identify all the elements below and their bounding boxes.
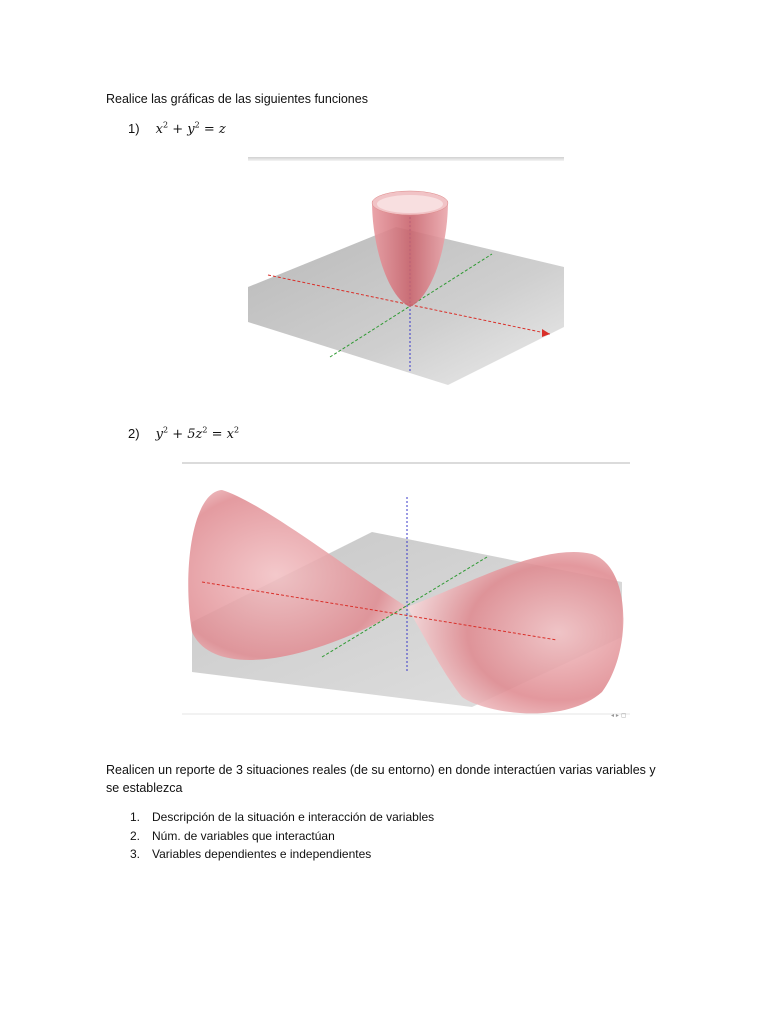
task-item: 2. Núm. de variables que interactúan <box>130 828 335 843</box>
function-1-number: 1) <box>128 121 140 137</box>
graph-toolbar-icons: ◂ ▸ ▢ <box>611 712 627 719</box>
task-item: 1. Descripción de la situación e interacción de variables <box>130 810 435 824</box>
function-2-equation: $y^2 + 5z^2 = x^2$ <box>155 426 240 443</box>
function-2-number: 2) <box>128 426 140 442</box>
task-item: 3. Variables dependientes e independientes <box>130 847 372 861</box>
function-1-equation: $x^2 + y^2 = z$ <box>155 121 226 138</box>
function-1-title <box>128 121 226 137</box>
task-list <box>130 808 434 864</box>
function-2-title <box>128 426 239 442</box>
cone-graph <box>182 462 632 722</box>
intro-heading: Realice las gráficas de las siguientes funciones <box>106 92 368 106</box>
paraboloid-graph <box>248 157 564 407</box>
report-instructions: Realicen un reporte de 3 situaciones reales (de su entorno) en donde interactúen varias variables y se establezca <box>106 763 656 795</box>
